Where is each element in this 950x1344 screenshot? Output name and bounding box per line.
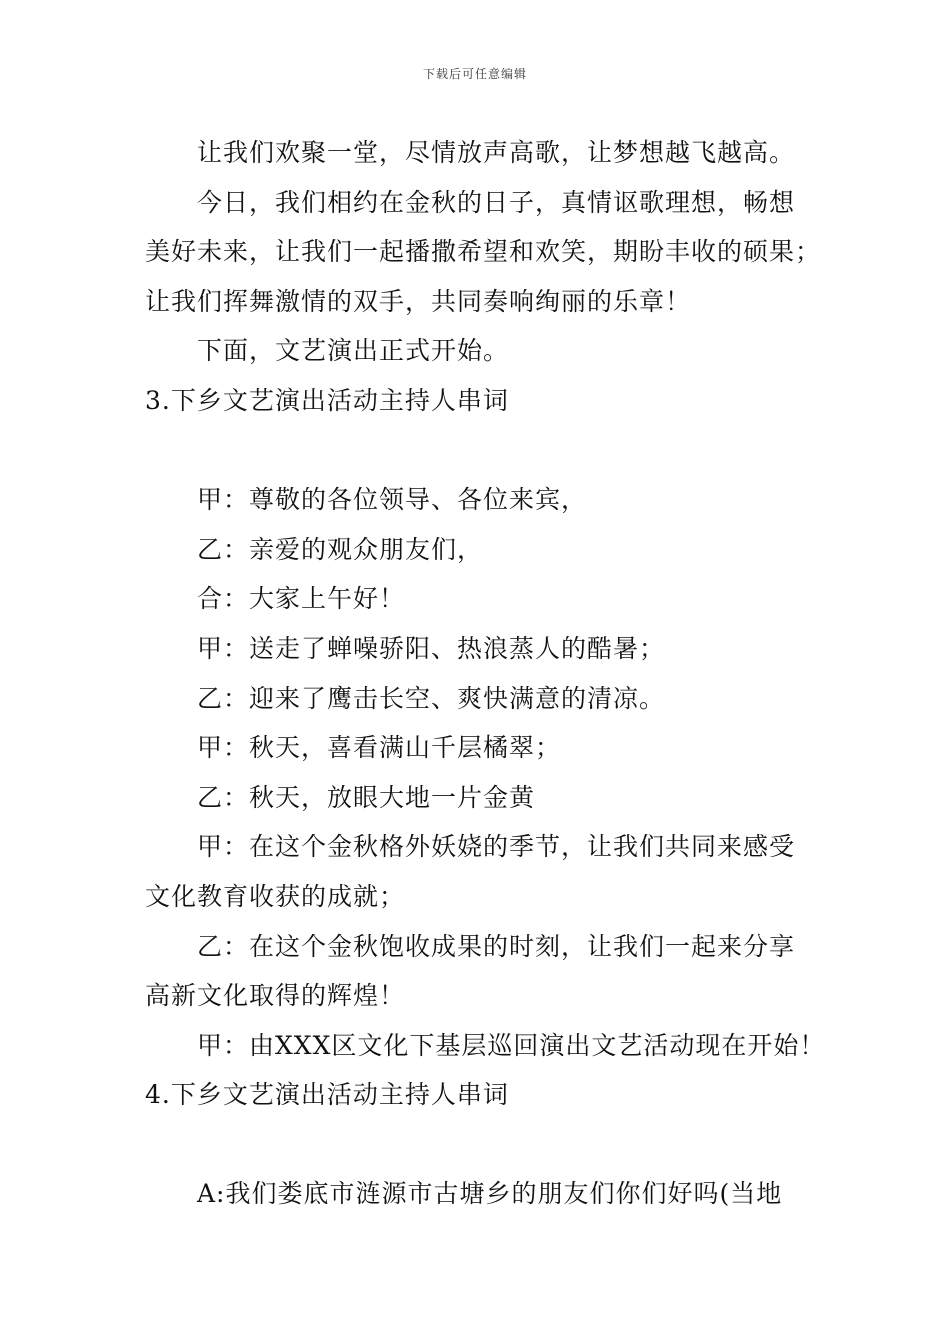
document-body [145,128,826,1219]
dialogue-line: 甲：秋天，喜看满山千层橘翠； [197,733,562,763]
dialogue-line: 乙：在这个金秋饱收成果的时刻，让我们一起来分享 [197,931,796,961]
dialogue-line: 甲：送走了蝉噪骄阳、热浪蒸人的酷暑； [197,633,666,663]
dialogue-line: A:我们娄底市涟源市古塘乡的朋友们你们好吗(当地 [197,1179,783,1209]
page-header: 下载后可任意编辑 [422,67,527,81]
dialogue-line: 乙：迎来了鹰击长空、爽快满意的清凉。 [197,683,666,713]
dialogue-line: 甲：在这个金秋格外妖娆的季节，让我们共同来感受 [197,832,796,862]
paragraph-line: 让我们挥舞激情的双手，共同奏响绚丽的乐章！ [145,286,692,316]
paragraph-line: 让我们欢聚一堂，尽情放声高歌，让梦想越飞越高。 [197,138,796,167]
blank-line [145,426,810,476]
paragraph-line: 美好未来，让我们一起播撒希望和欢笑，期盼丰收的硕果； [145,237,822,267]
blank-line [145,1120,810,1170]
dialogue-line: 乙：秋天，放眼大地一片金黄 [197,782,536,812]
section-heading: 3.下乡文艺演出活动主持人串词 [145,385,509,415]
dialogue-line: 高新文化取得的辉煌！ [145,981,406,1011]
dialogue-line: 甲：由XXX区文化下基层巡回演出文艺活动现在开始！ [197,1030,826,1060]
paragraph-line: 今日，我们相约在金秋的日子，真情讴歌理想，畅想 [197,187,796,217]
section-heading: 4.下乡文艺演出活动主持人串词 [145,1080,509,1110]
paragraph-line: 下面，文艺演出正式开始。 [197,336,510,366]
dialogue-line: 合：大家上午好！ [197,584,406,614]
dialogue-line: 文化教育收获的成就； [145,881,406,911]
dialogue-line: 甲：尊敬的各位领导、各位来宾， [197,485,588,515]
dialogue-line: 乙：亲爱的观众朋友们， [197,534,484,564]
